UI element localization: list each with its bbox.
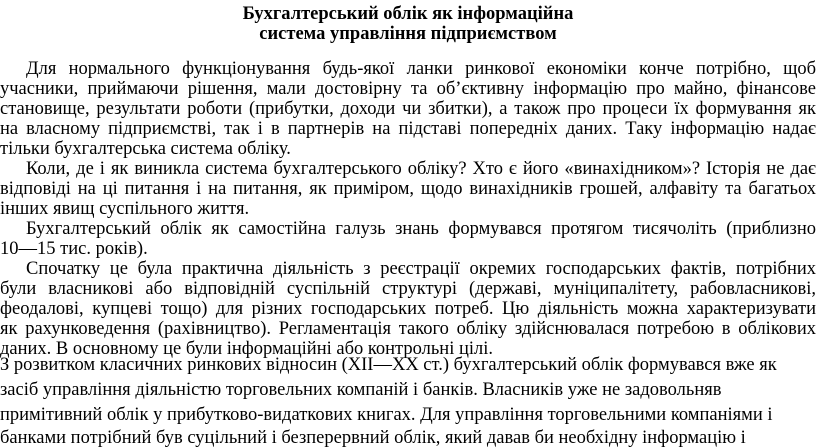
paragraph-5-line-1: З розвитком класичних ринкових відносин (ХІІ—ХХ ст.) бухгалтерський облік формувався вже як [0, 355, 777, 375]
paragraph-4-line-2: були власникові або відповідній суспільній структурі (державі, муніципалітету, рабовласникові, [0, 279, 816, 299]
paragraph-1-line-2: учасники, приймаючи рішення, мали достовірну та об’єктивну інформацію про майно, фінансове [0, 79, 816, 99]
paragraph-1-line-5: тільки бухгалтерська система обліку. [0, 139, 291, 159]
paragraph-1-line-1: Для нормального функціонування будь-якої ланки ринкової економіки конче потрібно, щоб [26, 59, 816, 79]
paragraph-1-line-3: становище, результати роботи (прибутки, доходи чи збитки), а також про процеси їх формування як [0, 99, 816, 119]
paragraph-3-line-2: 10—15 тис. років). [0, 239, 148, 259]
paragraph-2-line-2: відповіді на ці питання і на питання, як приміром, щодо винахідників грошей, алфавіту та багатьох [0, 179, 816, 199]
document-title-line-1: Бухгалтерський облік як інформаційна [242, 4, 574, 24]
paragraph-4-line-1: Спочатку це була практична діяльність з реєстрації окремих господарських фактів, потрібних [26, 259, 816, 279]
paragraph-2-line-1: Коли, де і як виникла система бухгалтерського обліку? Хто є його «винахідником»? Історія не дає [26, 159, 816, 179]
paragraph-2-line-3: інших явищ суспільного життя. [0, 199, 250, 219]
paragraph-5-line-3: примітивний облік у прибутково-видаткових книгах. Для управління торговельними компаніями і [0, 405, 773, 425]
paragraph-4-line-5: даних. В основному це були інформаційні або контрольні цілі. [0, 339, 493, 359]
paragraph-1-line-4: на власному підприємстві, так і в партнерів на підставі попередніх даних. Таку інформацію надає [0, 119, 816, 139]
paragraph-4-line-3: феодалові, купцеві тощо) для різних господарських потреб. Цю діяльність можна характеризувати [0, 299, 816, 319]
document-title-line-2: система управління підприємством [259, 24, 557, 44]
paragraph-5-line-4: банками потрібний був суцільний і безперервний облік, який давав би необхідну інформацію і [0, 428, 746, 448]
paragraph-3-line-1: Бухгалтерський облік як самостійна галузь знань формувався протягом тисячоліть (приблизно [26, 219, 816, 239]
paragraph-4-line-4: як рахунковедення (рахівництво). Регламентація такого обліку здійснювалася потребою в облікових [0, 319, 816, 339]
paragraph-5-line-2: засіб управління діяльністю торговельних компаній і банків. Власників уже не задовольняв [0, 380, 722, 400]
